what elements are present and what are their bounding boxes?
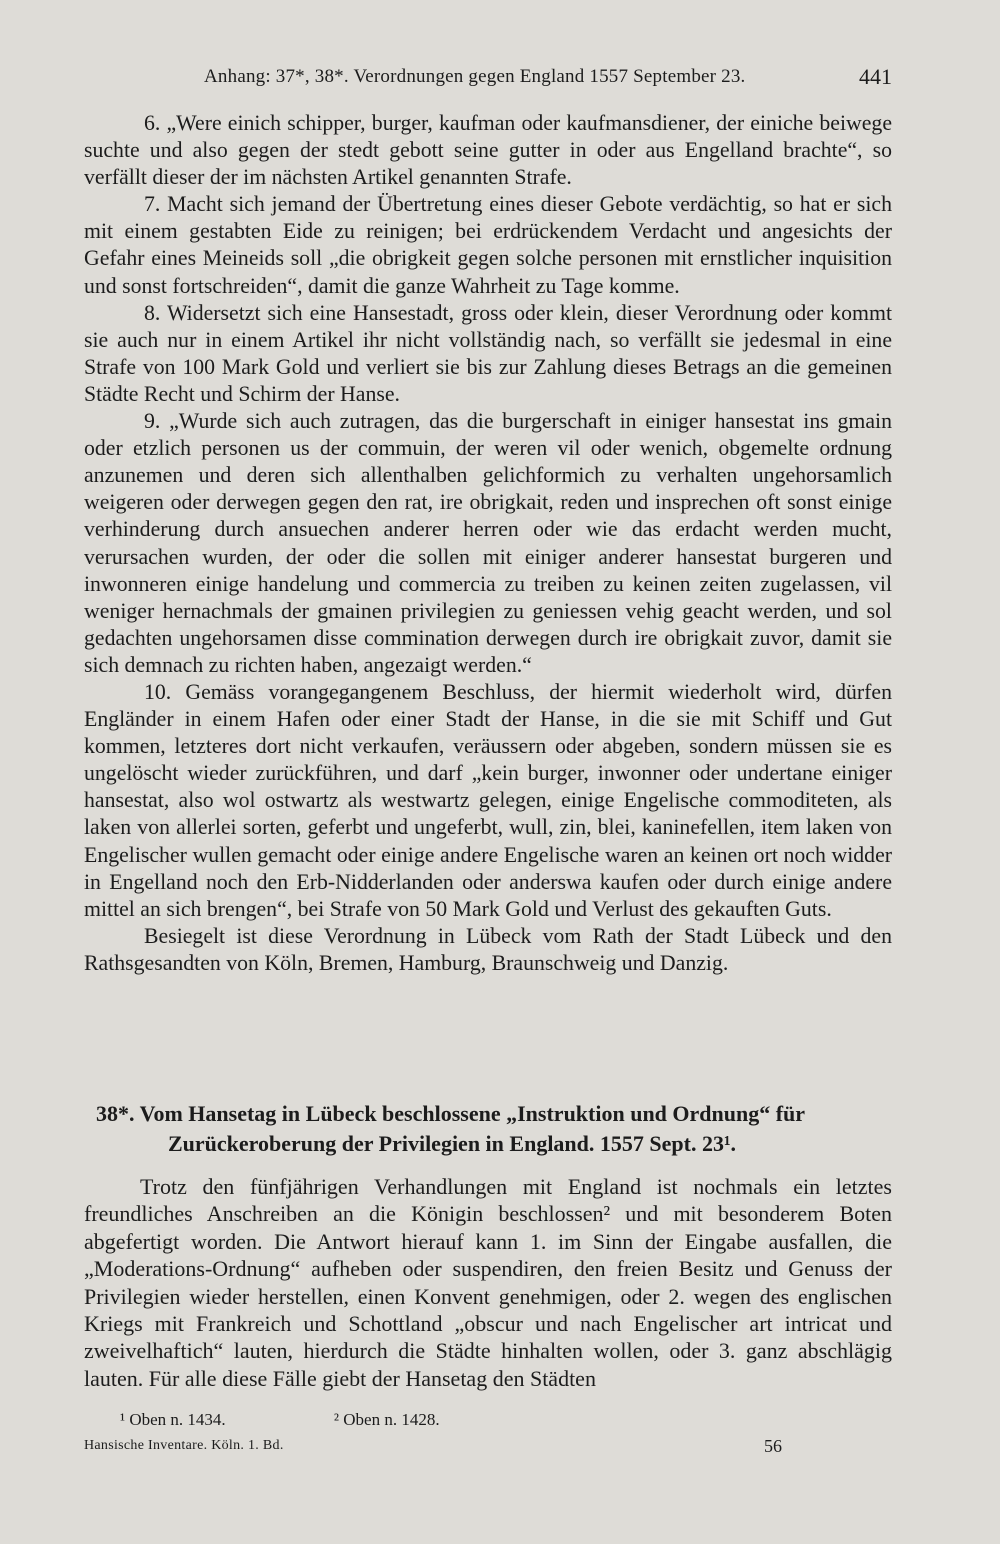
- footnote-2: ² Oben n. 1428.: [333, 1410, 440, 1429]
- footnote-1: ¹ Oben n. 1434.: [120, 1410, 226, 1429]
- paragraph-article-10: 10. Gemäss vorangegangenem Beschluss, der hiermit wiederholt wird, dürfen Engländer in einem Hafen oder einer Stadt der Hanse, in die sie mit Schiff und Gut kommen, letzteres dort nicht verkaufen, veräussern oder abgeben, sondern müssen sie es ungelöscht wieder zurückführen, und darf „kein burger, inwonner oder undertane einiger hansestat, also wol ostwartz als westwartz gelegen, einige Engelische commoditeten, als laken von allerlei sorten, geferbt und ungeferbt, wull, zin, blei, kaninefellen, item laken von Engelischer wullen gemacht oder einige andere Engelische waren an keinen ort noch widder in Engelland noch den Erb-Nidderlanden oder anderswa kaufen oder durch einige andere mittel an sich brengen“, bei Strafe von 50 Mark Gold und Verlust des gekauften Guts.: [84, 679, 892, 921]
- paragraph-sealing: Besiegelt ist diese Verordnung in Lübeck vom Rath der Stadt Lübeck und den Rathsgesandten von Köln, Bremen, Hamburg, Braunschweig und Danzig.: [84, 923, 892, 975]
- footnotes: [120, 1410, 720, 1430]
- page-number: 441: [859, 64, 892, 89]
- section-intro-paragraph: Trotz den fünfjährigen Verhandlungen mit England ist nochmals ein letztes freundliches Anschreiben an die Königin beschlossen² und mit besonderem Boten abgefertigt worden. Die Antwort hierauf kann 1. im Sinn der Eingabe ausfallen, die „Moderations-Ordnung“ aufheben oder suspendiren, den freien Besitz und Genuss der Privilegien wieder herstellen, einen Konvent genehmigen, oder 2. wegen des englischen Kriegs mit Frankreich und Schottland „obscur und nach Engelischer art intricat und zweivelhaftich“ lauten, hierdurch die Städte hinhalten wollen, oder 3. ganz abschlägig lauten. Für alle diese Fälle giebt der Hansetag den Städten: [84, 1174, 892, 1391]
- section-heading: [96, 1099, 886, 1159]
- section-heading-line-1: 38*. Vom Hansetag in Lübeck beschlossene „Instruktion und Ordnung“ für: [96, 1101, 806, 1126]
- paragraph-article-7: 7. Macht sich jemand der Übertretung eines dieser Gebote verdächtig, so hat er sich mit einem gestabten Eide zu reinigen; bei erdrückendem Verdacht und angesichts der Gefahr eines Meineids soll „die obrigkeit gegen solche personen mit ernstlicher inquisition und sonst fortschreiden“, damit die ganze Wahrheit zu Tage komme.: [84, 192, 892, 298]
- section-heading-line-2: Zurückeroberung der Privilegien in England. 1557 Sept. 23¹.: [168, 1131, 737, 1156]
- footer-sheet-number: 56: [764, 1436, 782, 1456]
- page-header: [84, 66, 892, 98]
- running-head: Anhang: 37*, 38*. Verordnungen gegen England 1557 September 23.: [204, 66, 746, 87]
- page-footer: [84, 1436, 784, 1462]
- footer-signature: Hansische Inventare. Köln. 1. Bd.: [84, 1438, 284, 1453]
- paragraph-article-8: 8. Widersetzt sich eine Hansestadt, gross oder klein, dieser Verordnung oder kommt sie auch nur in einem Artikel ihr nicht vollständig nach, so verfällt sie jedesmal in eine Strafe von 100 Mark Gold und verliert sie bis zur Zahlung dieses Betrags an die gemeinen Städte Recht und Schirm der Hanse.: [84, 300, 892, 406]
- paragraph-article-9: 9. „Wurde sich auch zutragen, das die burgerschaft in einiger hansestat ins gmain oder etzlich personen us der commuin, der weren vil oder wenich, obgemelte ordnung anzunemen und deren sich allenthalben gelichformich zu verhalten ungehorsamlich weigeren oder derwegen gegen den rat, ire obrigkait, reden und insprechen oft sonst einige verhinderung durch ansuechen anderer herren oder wie das erdacht werden mucht, verursachen wurden, der oder die sollen mit einiger anderer hansestat burgeren und inwonneren einige handelung und commercia zu treiben zu keinen zeiten zugelassen, vil weniger hernachmals der gmainen privilegien zu geniessen vehig geacht werden, und sol gedachten ungehorsamen disse commination derwegen durch ire obrigkait zuvor, damit sie sich demnach zu richten haben, angezaigt werden.“: [84, 409, 892, 677]
- paragraph-article-6: 6. „Were einich schipper, burger, kaufman oder kaufmansdiener, der einiche beiwege suchte und also gegen der stedt gebott seine gutter in oder aus Engelland brachte“, so verfällt dieser der im nächsten Artikel genannten Strafe.: [84, 111, 892, 190]
- section-intro: [84, 1173, 892, 1392]
- body-text: [84, 110, 892, 977]
